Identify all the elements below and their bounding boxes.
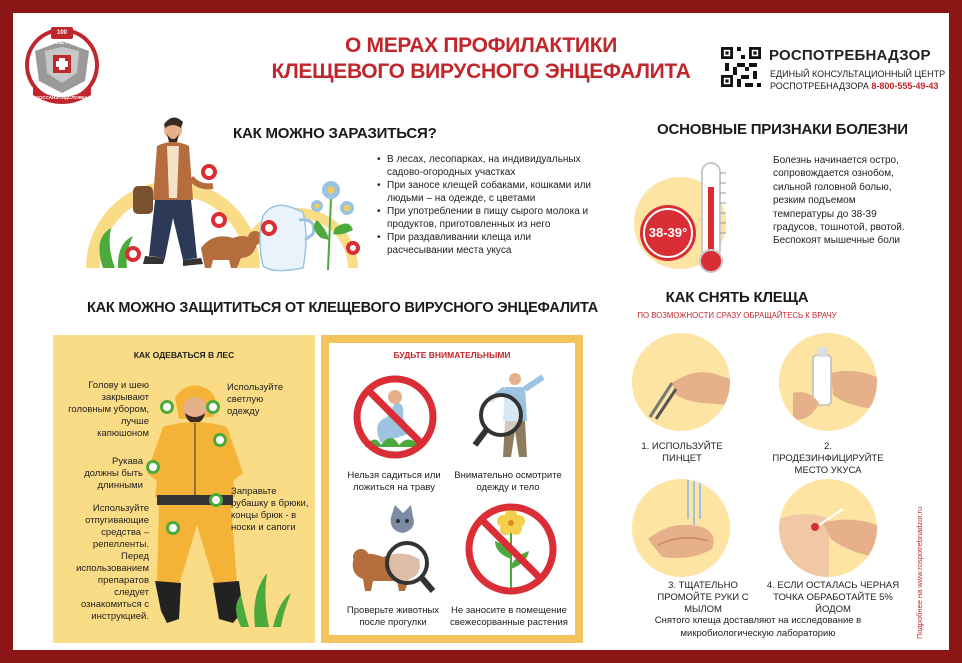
emblem-text: 100 ЛЕТ (56, 30, 68, 46)
step-disinfect-image (779, 333, 877, 431)
list-item: • При заносе клещей собаками, кошками или людьми – на одежде, с цветами (377, 180, 595, 205)
symptoms-heading: ОСНОВНЫЕ ПРИЗНАКИ БОЛЕЗНИ (657, 121, 908, 138)
infection-list (377, 154, 595, 258)
marker-dot (166, 521, 180, 535)
removal-heading: КАК СНЯТЬ КЛЕЩА (665, 289, 809, 306)
check-pets-icon (343, 499, 443, 599)
title-line-1: О МЕРАХ ПРОФИЛАКТИКИ (344, 34, 618, 57)
marker-dot (206, 400, 220, 414)
poster (13, 13, 949, 650)
step-tweezers-image (632, 333, 730, 431)
head-cover-text: Голову и шею закрывают головным убором, лучше капюшоном (68, 380, 149, 439)
no-plants-icon (461, 499, 561, 599)
list-item: • В лесах, лесопарках, на индивидуальных садово-огородных участках (377, 154, 595, 179)
no-sitting-icon (351, 373, 439, 461)
step-3-caption: 3. ТЩАТЕЛЬНО ПРОМОЙТЕ РУКИ С МЫЛОМ (657, 580, 749, 615)
marker-dot (209, 493, 223, 507)
clothing-heading: КАК ОДЕВАТЬСЯ В ЛЕС (133, 350, 235, 360)
step-iodine-image (779, 479, 877, 577)
list-item: • При раздавливании клеща или расчесывании места укуса (377, 232, 595, 257)
careful-heading: БУДЬТЕ ВНИМАТЕЛЬНЫМИ (393, 350, 511, 360)
infection-heading: КАК МОЖНО ЗАРАЗИТЬСЯ? (233, 125, 437, 142)
step-2-caption: 2. ПРОДЕЗИНФИЦИРУЙТЕ МЕСТО УКУСА (772, 441, 884, 476)
no-plants-caption: Не заносите в помещение свежесорванные растения (450, 605, 568, 628)
repellent-text: Используйте отпугивающие средства – репелленты. Перед использованием препаратов следует ознакомиться с инструкцией. (76, 503, 149, 622)
step-wash-hands-image (632, 479, 730, 577)
inspect-caption: Внимательно осмотрите одежду и тело (454, 470, 562, 493)
marker-dot (146, 460, 160, 474)
thermometer-illustration (628, 149, 758, 279)
center-name: РОСПОТРЕБНАДЗОРА (770, 81, 869, 91)
symptoms-text: Болезнь начинается остро, сопровождается ознобом, сильной головной болью, резким подъемом температуры до 38-39 градусов, тошнотой, рвотой. Беспокоят мышечные боли (773, 155, 905, 247)
step-1-caption: 1. ИСПОЛЬЗУЙТЕ ПИНЦЕТ (641, 441, 723, 464)
inspect-icon (467, 365, 567, 465)
center-line-2 (770, 81, 938, 91)
sleeves-text: Рукава должны быть длинными (84, 456, 143, 491)
marker-dot (213, 433, 227, 447)
temperature-label: 38-39° (648, 225, 688, 240)
list-item: • При употреблении в пищу сырого молока и продуктов, приготовленных из него (377, 206, 595, 231)
light-clothing-text: Используйте светлую одежду (227, 382, 284, 417)
org-name: РОСПОТРЕБНАДЗОР (769, 47, 931, 64)
emblem-ribbon: ГОССАНЭПИДСЛУЖБА (36, 95, 88, 100)
marker-dot (160, 400, 174, 414)
qr-code[interactable] (721, 47, 761, 87)
removal-subtitle: ПО ВОЗМОЖНОСТИ СРАЗУ ОБРАЩАЙТЕСЬ К ВРАЧУ (637, 311, 837, 320)
title-line-2: КЛЕЩЕВОГО ВИРУСНОГО ЭНЦЕФАЛИТА (271, 60, 691, 83)
check-pets-caption: Проверьте животных после прогулки (346, 605, 440, 628)
tuck-text: Заправьте рубашку в брюки, концы брюк - в носки и сапоги (231, 486, 309, 533)
website-note[interactable]: Подробнее на www.rospotrebnadzor.ru (915, 506, 924, 639)
protection-heading: КАК МОЖНО ЗАЩИТИТЬСЯ ОТ КЛЕЩЕВОГО ВИРУСНОГО ЭНЦЕФАЛИТА (87, 300, 599, 316)
step-4-caption: 4. ЕСЛИ ОСТАЛАСЬ ЧЕРНАЯ ТОЧКА ОБРАБОТАЙТЕ 5% ЙОДОМ (766, 580, 900, 615)
hotline-phone[interactable]: 8-800-555-49-43 (871, 81, 939, 91)
removal-footer: Снятого клеща доставляют на исследование в микробиологическую лабораторию (654, 615, 862, 639)
center-line-1: ЕДИНЫЙ КОНСУЛЬТАЦИОННЫЙ ЦЕНТР (770, 69, 946, 79)
no-sitting-caption: Нельзя садиться или ложиться на траву (347, 470, 441, 493)
